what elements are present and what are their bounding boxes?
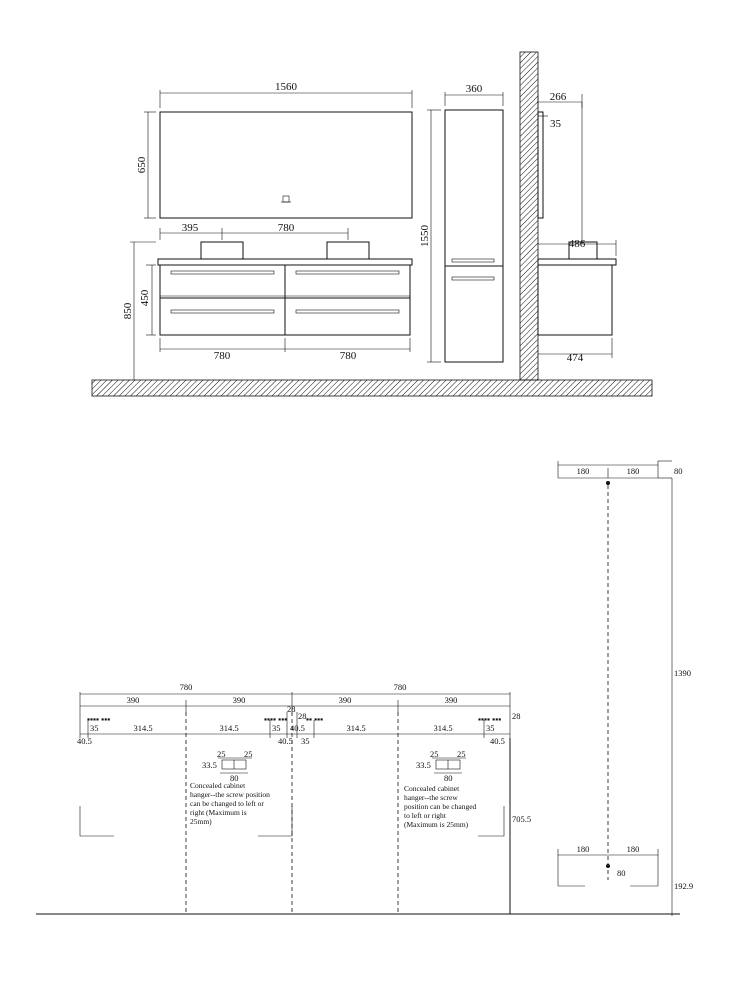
hanger-right-w: 80: [444, 773, 453, 783]
hanger-detail-left: [202, 749, 253, 783]
segment-3-label: 390: [338, 695, 352, 705]
tall-cabinet-width-label: 360: [465, 83, 483, 95]
cabinet-left-width-label: 780: [213, 350, 231, 362]
basin-right: [327, 242, 369, 259]
inner-span-1-label: 314.5: [133, 723, 153, 733]
cabinet-depth-label: 474: [566, 352, 584, 364]
countertop: [158, 259, 412, 265]
edge-left-label: 40.5: [77, 736, 92, 746]
gap-35-d-label: 35: [486, 723, 495, 733]
gap-28-b-label: 28: [298, 711, 307, 721]
hanger-top-right-label: 180: [626, 466, 640, 476]
install-plan: [36, 682, 680, 914]
mid-left-label: 40.5: [278, 736, 293, 746]
basin-depth-label: 486: [568, 238, 586, 250]
hanger-bottom-offset-label: 80: [617, 868, 626, 878]
tall-cabinet-view: [419, 83, 503, 362]
note-right: [404, 784, 477, 829]
svg-text:25mm): 25mm): [190, 817, 212, 826]
hanger-left-h: 33.5: [202, 760, 217, 770]
mirror-switch-icon: [283, 196, 289, 202]
svg-text:▪▪ ▪▪▪: ▪▪ ▪▪▪: [306, 714, 324, 724]
hanger-bottom-screw: [606, 864, 610, 868]
svg-text:can be changed to left or: can be changed to left or: [190, 799, 264, 808]
install-total-right-label: 780: [393, 682, 407, 692]
gap-35-c-label: 35: [301, 736, 310, 746]
wall-hatch: [520, 52, 538, 380]
side-cabinet: [538, 265, 612, 335]
segment-4-label: 390: [444, 695, 458, 705]
segment-1-label: 390: [126, 695, 140, 705]
mid-right-label: 40.5: [290, 723, 305, 733]
mirror-width-label: 1560: [275, 81, 297, 93]
hanger-top-screw: [606, 481, 610, 485]
inner-span-3-label: 314.5: [346, 723, 366, 733]
svg-text:Concealed cabinet: Concealed cabinet: [190, 781, 246, 790]
svg-text:▪▪▪▪ ▪▪▪: ▪▪▪▪ ▪▪▪: [478, 714, 502, 724]
hanger-detail-right: [416, 749, 466, 783]
side-countertop: [538, 259, 616, 265]
basin-left: [201, 242, 243, 259]
hanger-right-w2: 25: [457, 749, 466, 759]
gap-35-a-label: 35: [90, 723, 99, 733]
hanger-right-h: 33.5: [416, 760, 431, 770]
hanger-spacing-label: 1390: [674, 668, 691, 678]
side-view: [520, 52, 616, 380]
mirror-thickness-label: 35: [550, 118, 561, 130]
hanger-bottom-right-label: 180: [626, 844, 640, 854]
gap-35-b-label: 35: [272, 723, 281, 733]
hanger-bottom-left-label: 180: [576, 844, 590, 854]
hanger-left-w1: 25: [217, 749, 226, 759]
svg-text:(Maximum is 25mm): (Maximum is 25mm): [404, 820, 469, 829]
hanger-bottom-height-label: 192.9: [674, 881, 694, 891]
svg-text:right (Maximum is: right (Maximum is: [190, 808, 247, 817]
hanger-left-w2: 25: [244, 749, 253, 759]
basin-spacing-label: 780: [277, 222, 295, 234]
svg-text:to left or right: to left or right: [404, 811, 446, 820]
mirror-height-label: 650: [136, 156, 148, 174]
gap-28-a-label: 28: [287, 704, 296, 714]
mirror-depth-label: 266: [549, 91, 567, 103]
hanger-right-w1: 25: [430, 749, 439, 759]
hanger-left-w: 80: [230, 773, 239, 783]
inner-span-2-label: 314.5: [219, 723, 239, 733]
cabinet-right-width-label: 780: [339, 350, 357, 362]
svg-text:position can be changed: position can be changed: [404, 802, 477, 811]
note-left: [190, 781, 270, 826]
floor-hatch: [92, 380, 652, 396]
install-height-label: 705.5: [512, 814, 532, 824]
basin-offset-label: 395: [181, 222, 199, 234]
wall-hanger-plan: [558, 461, 693, 916]
svg-text:▪▪▪▪ ▪▪▪: ▪▪▪▪ ▪▪▪: [87, 714, 111, 724]
tall-cabinet: [445, 110, 503, 362]
segment-2-label: 390: [232, 695, 246, 705]
svg-text:Concealed cabinet: Concealed cabinet: [404, 784, 460, 793]
hanger-top-left-label: 180: [576, 466, 590, 476]
gap-28-c-label: 28: [512, 711, 521, 721]
svg-text:hanger--the screw: hanger--the screw: [404, 793, 458, 802]
svg-text:▪▪▪▪ ▪▪▪: ▪▪▪▪ ▪▪▪: [264, 714, 288, 724]
side-mirror: [538, 112, 543, 218]
install-total-left-label: 780: [179, 682, 193, 692]
svg-text:hanger--the screw position: hanger--the screw position: [190, 790, 270, 799]
hanger-top-offset-label: 80: [674, 466, 683, 476]
inner-span-4-label: 314.5: [433, 723, 453, 733]
cabinet-height-label: 850: [122, 302, 134, 320]
drawer-height-label: 450: [139, 289, 151, 307]
edge-right-label: 40.5: [490, 736, 505, 746]
tall-cabinet-height-label: 1550: [419, 225, 431, 247]
